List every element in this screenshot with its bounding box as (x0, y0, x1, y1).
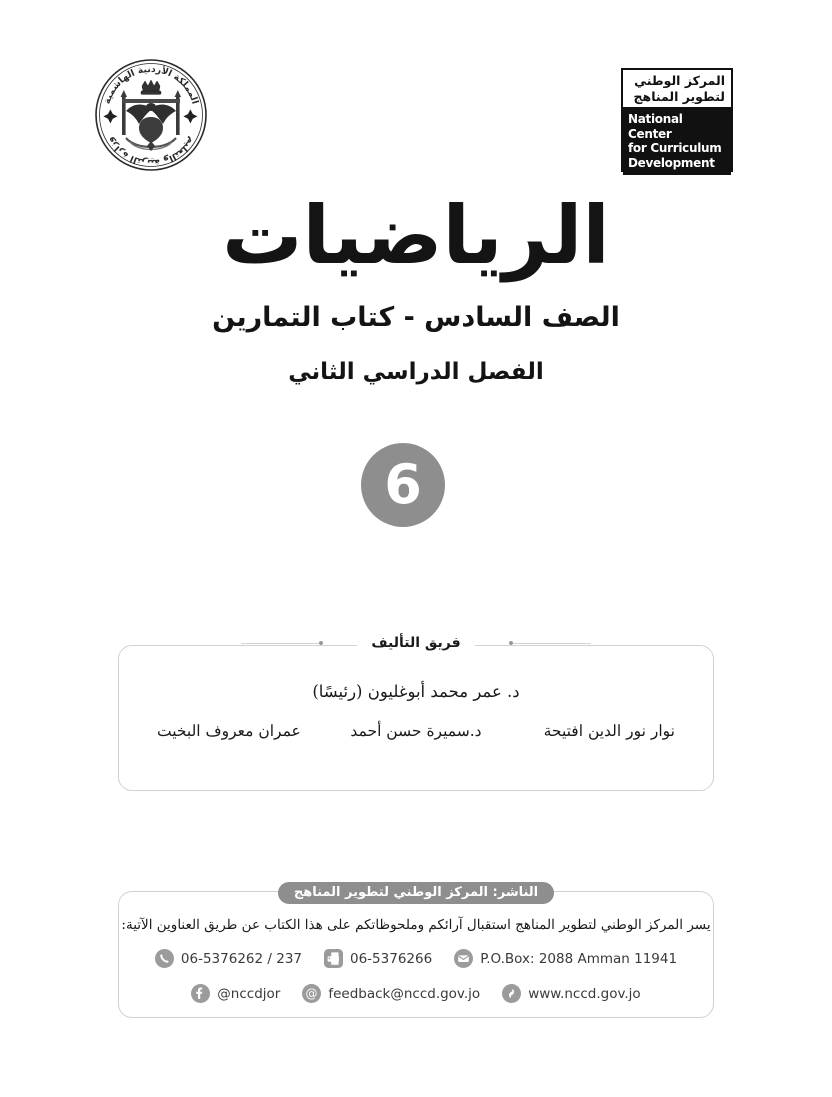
fax-icon (324, 949, 343, 968)
nccd-english-line-3: Development (628, 155, 715, 170)
contact-email-text: feedback@nccd.gov.jo (328, 985, 481, 1002)
heading-dot-right (319, 641, 323, 645)
heading-rule-left (513, 643, 591, 644)
list-item: عمران معروف البخيت (156, 722, 301, 740)
facebook-icon (191, 984, 210, 1003)
mail-icon (454, 949, 473, 968)
contact-fax[interactable] (324, 949, 432, 968)
contact-phone-text: 06-5376262 / 237 (180, 950, 302, 967)
grade-badge: 6 (361, 443, 445, 527)
publisher-badge-wrap (119, 882, 713, 904)
nccd-logo (621, 68, 733, 172)
nccd-arabic-line-2: لتطوير المناهج (633, 89, 725, 104)
list-item: نوار نور الدين افتيحة (543, 722, 675, 740)
contact-phone[interactable] (155, 949, 302, 968)
contact-mail-text: P.O.Box: 2088 Amman 11941 (480, 950, 678, 967)
contact-facebook[interactable] (191, 984, 280, 1003)
jordan-ministry-emblem-icon (92, 56, 210, 174)
publisher-panel (118, 885, 714, 1018)
contact-row-primary (119, 949, 713, 968)
nccd-logo-english (623, 109, 731, 175)
at-icon (302, 984, 321, 1003)
nccd-english-line-1: National Center (628, 112, 683, 141)
nccd-arabic-line-1: المركز الوطني (634, 73, 725, 88)
heading-rule-right (241, 643, 319, 644)
nccd-english-line-2: for Curriculum (628, 141, 722, 156)
svg-text:وزارة التربية والتعليم: وزارة التربية والتعليم (104, 135, 198, 169)
authoring-team-label: فريق التأليف (357, 635, 474, 651)
authoring-team-panel (118, 635, 714, 791)
book-term: الفصل الدراسي الثاني (288, 359, 544, 385)
authors-list (143, 722, 689, 740)
svg-text:@: @ (305, 986, 318, 1001)
heading-dot-left (509, 641, 513, 645)
authoring-team-heading (119, 635, 713, 651)
nccd-logo-arabic (623, 70, 731, 109)
publisher-badge: الناشر: المركز الوطني لتطوير المناهج (278, 882, 554, 904)
list-item: د.سميرة حسن أحمد (350, 722, 482, 740)
contact-facebook-text: @nccdjor (217, 985, 281, 1002)
svg-text:المملكة الأردنية الهاشمية: المملكة الأردنية الهاشمية (101, 63, 201, 106)
contact-website[interactable] (502, 984, 641, 1003)
contact-mail[interactable] (454, 949, 677, 968)
book-subtitle: الصف السادس - كتاب التمارين (212, 302, 620, 333)
phone-icon (155, 949, 174, 968)
link-icon (502, 984, 521, 1003)
contact-fax-text: 06-5376266 (350, 950, 433, 967)
book-title: الرياضيات (222, 189, 610, 282)
author-chief: د. عمر محمد أبوغليون (رئيسًا) (312, 682, 520, 701)
contact-row-secondary (119, 984, 713, 1003)
publisher-note: يسر المركز الوطني لتطوير المناهج استقبال آرائكم وملحوظاتكم على هذا الكتاب عن طريق العناوين الآتية: (121, 917, 711, 933)
title-block (0, 189, 832, 385)
contact-email[interactable] (302, 984, 480, 1003)
contact-website-text: www.nccd.gov.jo (528, 985, 641, 1002)
